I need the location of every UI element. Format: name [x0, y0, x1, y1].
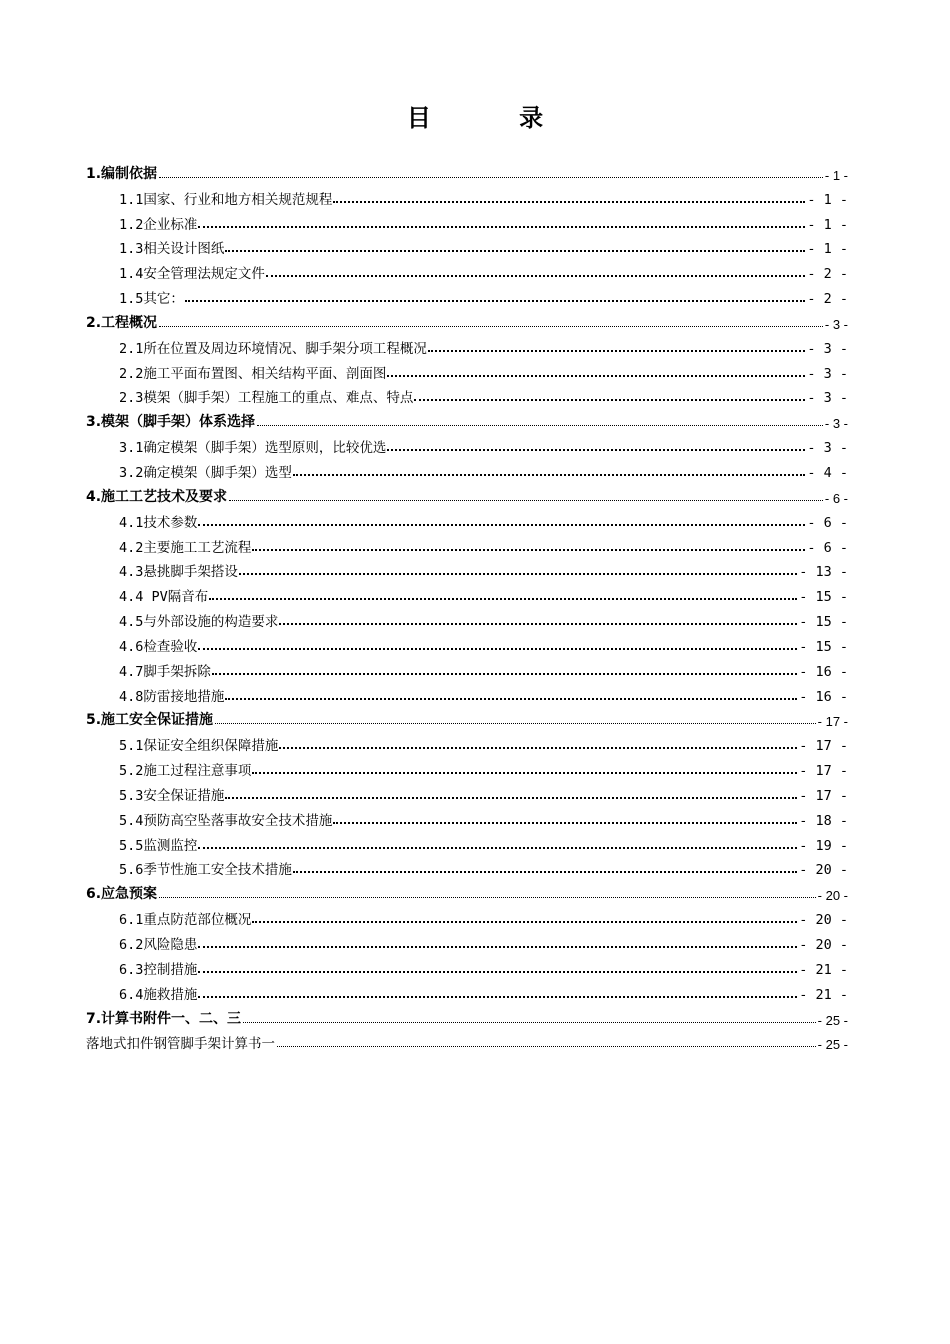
toc-subsection-entry[interactable] [86, 804, 848, 829]
toc-entry-page-number: - 16 - [799, 663, 848, 680]
toc-entry-label: 5.施工安全保证措施 [86, 712, 214, 729]
toc-entry-page-number: - 13 - [799, 564, 848, 581]
toc-entry-page-number: - 20 - [799, 912, 848, 929]
toc-subsection-entry[interactable] [86, 183, 848, 208]
toc-dot-leader [279, 746, 797, 749]
toc-entry-label: 4.施工工艺技术及要求 [86, 488, 228, 505]
toc-dot-leader [333, 821, 797, 824]
toc-dot-leader [252, 771, 797, 774]
toc-subsection-entry[interactable] [86, 903, 848, 928]
toc-subsection-entry[interactable] [86, 1028, 848, 1053]
page-title: 目 录 [406, 103, 584, 132]
toc-entry-page-number: - 1 - [807, 216, 848, 233]
toc-entry-page-number: - 25 - [817, 1037, 848, 1053]
toc-dot-leader [225, 697, 797, 700]
toc-entry-label: 5.5监测监控 [119, 837, 198, 854]
toc-entry-page-number: - 20 - [799, 937, 848, 953]
toc-subsection-entry[interactable] [86, 382, 848, 407]
toc-entry-page-number: - 21 - [799, 961, 848, 978]
toc-dot-leader [333, 200, 805, 203]
toc-entry-label: 1.2企业标准 [119, 216, 198, 233]
toc-subsection-entry[interactable] [86, 953, 848, 978]
toc-entry-label: 6.应急预案 [86, 886, 158, 903]
toc-entry-page-number: - 16 - [799, 688, 848, 705]
toc-section-entry[interactable] [86, 158, 848, 183]
toc-dot-leader [387, 374, 805, 377]
toc-entry-label: 5.1保证安全组织保障措施 [119, 738, 279, 755]
toc-entry-label: 2.1所在位置及周边环境情况、脚手架分项工程概况 [119, 340, 427, 357]
toc-dot-leader [225, 796, 797, 799]
toc-subsection-entry[interactable] [86, 928, 848, 953]
toc-entry-label: 4.4 PV隔音布 [119, 589, 209, 606]
toc-entry-page-number: - 21 - [799, 986, 848, 1003]
toc-dot-leader [198, 225, 805, 228]
toc-entry-label: 6.1重点防范部位概况 [119, 912, 252, 929]
toc-subsection-entry[interactable] [86, 531, 848, 556]
toc-subsection-entry[interactable] [86, 680, 848, 705]
toc-dot-leader [159, 325, 823, 327]
toc-entry-label: 6.2风险隐患 [119, 937, 198, 953]
toc-entry-label: 4.3悬挑脚手架搭设 [119, 564, 238, 581]
toc-section-entry[interactable] [86, 705, 848, 730]
toc-entry-page-number: - 2 - [807, 291, 848, 308]
toc-entry-page-number: - 15 - [799, 614, 848, 631]
toc-entry-label: 3.1确定模架（脚手架）选型原则，比较优选 [119, 440, 387, 457]
toc-entry-page-number: - 17 - [817, 714, 848, 730]
toc-entry-page-number: - 17 - [799, 738, 848, 755]
toc-subsection-entry[interactable] [86, 357, 848, 382]
toc-entry-page-number: - 25 - [817, 1012, 848, 1028]
toc-subsection-entry[interactable] [86, 332, 848, 357]
toc-dot-leader [428, 349, 805, 352]
toc-entry-page-number: - 17 - [799, 763, 848, 780]
toc-section-entry[interactable] [86, 307, 848, 332]
toc-subsection-entry[interactable] [86, 779, 848, 804]
toc-entry-label: 4.5与外部设施的构造要求 [119, 614, 279, 631]
toc-section-entry[interactable] [86, 878, 848, 903]
toc-entry-page-number: - 20 - [799, 862, 848, 879]
toc-dot-leader [252, 548, 805, 551]
toc-dot-leader [387, 448, 805, 451]
toc-entry-page-number: - 1 - [807, 191, 848, 208]
toc-entry-label: 1.1国家、行业和地方相关规范规程 [119, 191, 333, 208]
toc-entry-label: 6.3控制措施 [119, 961, 198, 978]
toc-dot-leader [279, 622, 797, 625]
toc-dot-leader [198, 523, 805, 526]
toc-entry-page-number: - 3 - [807, 440, 848, 457]
toc-subsection-entry[interactable] [86, 754, 848, 779]
toc-entry-page-number: - 4 - [807, 464, 848, 481]
toc-entry-page-number: - 1 - [807, 241, 848, 258]
toc-entry-page-number: - 3 - [824, 416, 848, 432]
toc-entry-label: 4.2主要施工工艺流程 [119, 539, 252, 556]
toc-entry-label: 1.4安全管理法规定文件 [119, 266, 265, 283]
toc-entry-page-number: - 3 - [807, 390, 848, 407]
toc-entry-label: 5.2施工过程注意事项 [119, 763, 252, 780]
toc-entry-page-number: - 3 - [824, 316, 848, 332]
toc-subsection-entry[interactable] [86, 431, 848, 456]
toc-entry-page-number: - 15 - [799, 638, 848, 655]
toc-entry-label: 1.5其它： [119, 291, 184, 308]
toc-subsection-entry[interactable] [86, 580, 848, 605]
toc-entry-page-number: - 3 - [807, 340, 848, 357]
toc-entry-label: 5.6季节性施工安全技术措施 [119, 862, 292, 879]
toc-entry-label: 1.3相关设计图纸 [119, 241, 225, 258]
toc-dot-leader [277, 1045, 816, 1047]
toc-entry-page-number: - 19 - [799, 837, 848, 854]
toc-entry-label: 1.编制依据 [86, 165, 158, 182]
toc-subsection-entry[interactable] [86, 854, 848, 879]
toc-entry-page-number: - 6 - [807, 539, 848, 556]
toc-dot-leader [257, 424, 823, 426]
toc-dot-leader [293, 473, 805, 476]
toc-subsection-entry[interactable] [86, 829, 848, 854]
toc-entry-page-number: - 18 - [799, 812, 848, 829]
toc-entry-label: 2.2施工平面布置图、相关结构平面、剖面图 [119, 365, 387, 382]
toc-entry-label: 落地式扣件钢管脚手架计算书一 [86, 1036, 275, 1053]
toc-subsection-entry[interactable] [86, 655, 848, 680]
toc-section-entry[interactable] [86, 1003, 848, 1028]
toc-entry-label: 3.2确定模架（脚手架）选型 [119, 464, 292, 481]
toc-subsection-entry[interactable] [86, 506, 848, 531]
toc-entry-page-number: - 3 - [807, 365, 848, 382]
toc-entry-label: 6.4施救措施 [119, 986, 198, 1003]
toc-dot-leader [293, 870, 797, 873]
toc-dot-leader [198, 945, 797, 948]
toc-subsection-entry[interactable] [86, 208, 848, 233]
toc-subsection-entry[interactable] [86, 630, 848, 655]
toc-subsection-entry[interactable] [86, 282, 848, 307]
toc-entry-label: 3.模架（脚手架）体系选择 [86, 414, 256, 431]
toc-dot-leader [209, 597, 797, 600]
toc-entry-label: 4.8防雷接地措施 [119, 688, 225, 705]
toc-dot-leader [198, 647, 797, 650]
toc-entry-label: 4.7脚手架拆除 [119, 663, 211, 680]
toc-subsection-entry[interactable] [86, 729, 848, 754]
toc-dot-leader [225, 249, 805, 252]
toc-entry-label: 4.1技术参数 [119, 514, 198, 531]
toc-entry-page-number: - 17 - [799, 787, 848, 804]
toc-dot-leader [243, 1021, 816, 1023]
toc-entry-page-number: - 1 - [824, 167, 848, 183]
toc-dot-leader [266, 274, 805, 277]
toc-dot-leader [198, 995, 797, 998]
toc-entry-label: 2.工程概况 [86, 314, 158, 331]
toc-dot-leader [159, 176, 823, 178]
toc-dot-leader [215, 722, 816, 724]
table-of-contents [86, 158, 848, 1052]
toc-subsection-entry[interactable] [86, 978, 848, 1003]
toc-subsection-entry[interactable] [86, 233, 848, 258]
toc-dot-leader [252, 920, 797, 923]
toc-section-entry[interactable] [86, 481, 848, 506]
toc-entry-page-number: - 20 - [817, 888, 848, 904]
toc-dot-leader [229, 499, 823, 501]
toc-dot-leader [198, 970, 797, 973]
toc-entry-page-number: - 6 - [824, 490, 848, 506]
toc-section-entry[interactable] [86, 406, 848, 431]
toc-entry-label: 5.3安全保证措施 [119, 787, 225, 804]
toc-subsection-entry[interactable] [86, 605, 848, 630]
toc-dot-leader [159, 896, 816, 898]
toc-entry-label: 5.4预防高空坠落事故安全技术措施 [119, 812, 333, 829]
toc-dot-leader [185, 299, 805, 302]
toc-entry-page-number: - 6 - [807, 514, 848, 531]
toc-subsection-entry[interactable] [86, 456, 848, 481]
toc-dot-leader [239, 572, 797, 575]
toc-dot-leader [414, 398, 805, 401]
toc-entry-page-number: - 2 - [807, 266, 848, 283]
toc-entry-label: 7.计算书附件一、二、三 [86, 1010, 242, 1027]
toc-entry-label: 4.6检查验收 [119, 638, 198, 655]
toc-entry-page-number: - 15 - [799, 589, 848, 606]
toc-subsection-entry[interactable] [86, 556, 848, 581]
toc-entry-label: 2.3模架（脚手架）工程施工的重点、难点、特点 [119, 390, 414, 407]
toc-dot-leader [212, 672, 797, 675]
toc-subsection-entry[interactable] [86, 257, 848, 282]
toc-dot-leader [198, 846, 797, 849]
